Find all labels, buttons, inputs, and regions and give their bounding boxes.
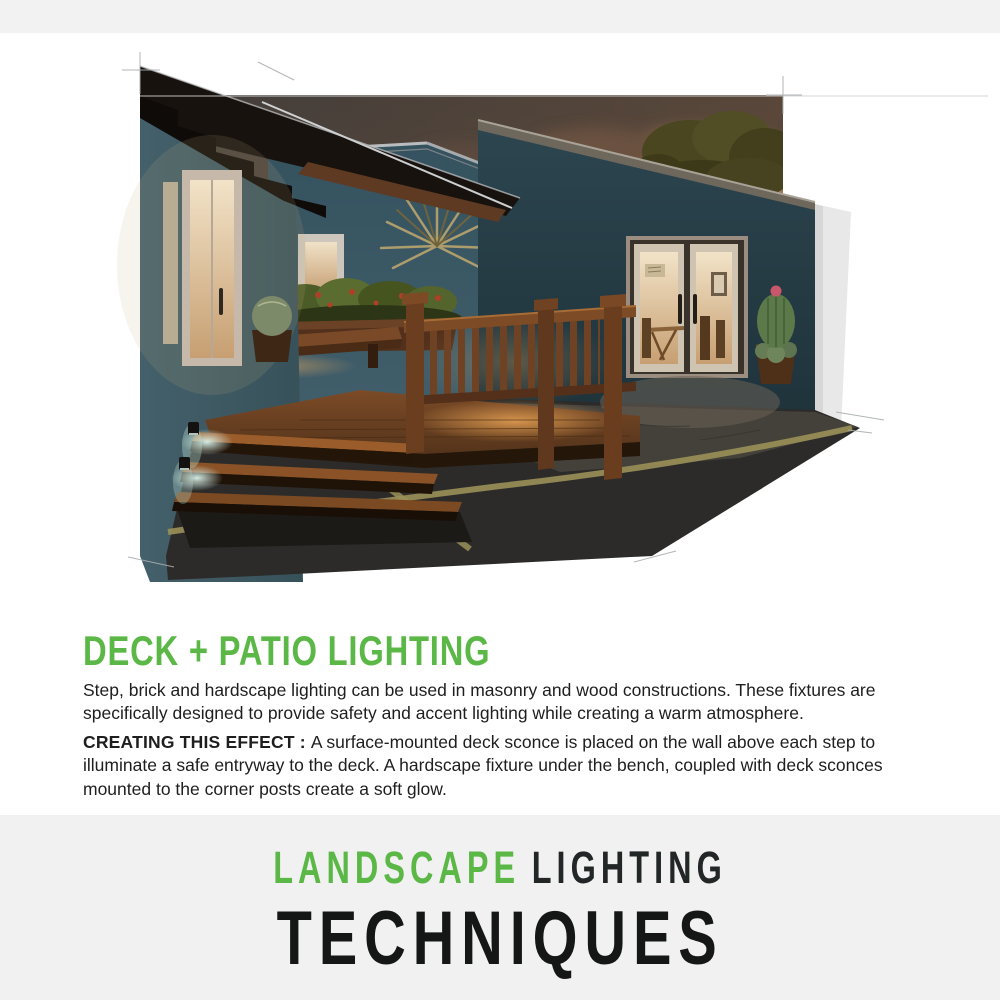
sconce-fixture [188, 422, 199, 435]
brand-word-lighting: LIGHTING [531, 842, 727, 893]
french-doors [626, 236, 748, 378]
sconce-fixture [179, 457, 190, 470]
door-handle [678, 294, 682, 324]
series-title: TECHNIQUES [276, 896, 724, 981]
door-handle [693, 294, 697, 324]
footer [0, 815, 1000, 1000]
section-heading: DECK + PATIO LIGHTING [83, 627, 491, 675]
cactus-flower [771, 286, 782, 297]
effect-paragraph [83, 731, 925, 802]
door-handle [219, 288, 223, 315]
brand-word-landscape: LANDSCAPE [273, 842, 521, 893]
potted-cactus-left [252, 296, 292, 362]
intro-paragraph: Step, brick and hardscape lighting can be used in masonry and wood constructions. These fixtures are specifically designed to provide safety and accent lighting while creating a warm atmosphere. [83, 679, 876, 724]
brand-line [273, 842, 727, 894]
side-panel [815, 204, 851, 430]
entry-door [163, 170, 242, 366]
effect-label: CREATING THIS EFFECT : [83, 731, 306, 752]
effect-text: A surface-mounted deck sconce is placed on the wall above each step to illuminate a safe entryway to the deck. A hardscape fixture under the bench, coupled with deck sconces mounted to the corner posts create a soft glow. [83, 731, 883, 800]
